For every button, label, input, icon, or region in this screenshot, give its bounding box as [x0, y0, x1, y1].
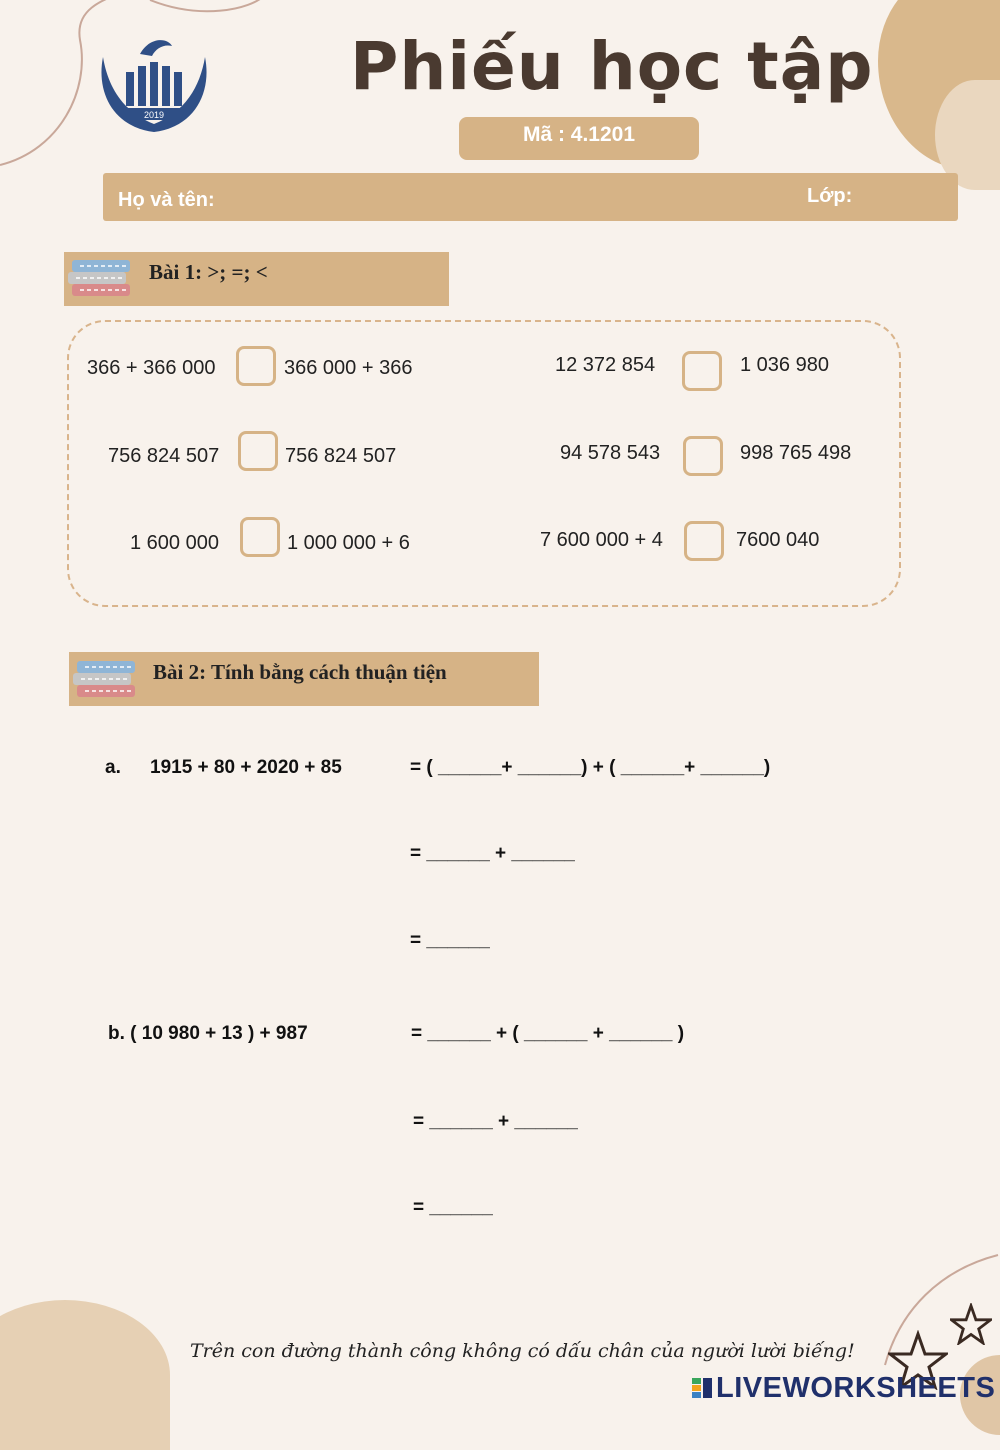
- part-a-expression: 1915 + 80 + 2020 + 85: [150, 757, 342, 778]
- liveworksheets-brand: LIVEWORKSHEETS: [716, 1372, 996, 1404]
- row4-right-expr: 998 765 498: [740, 442, 852, 464]
- class-label: Lớp:: [807, 185, 853, 207]
- row6-left-expr: 7 600 000 + 4: [540, 529, 663, 551]
- row6-right-expr: 7600 040: [736, 529, 820, 551]
- school-logo: [88, 32, 220, 142]
- exercise2-header: [69, 652, 539, 706]
- row3-left-expr: 756 824 507: [108, 445, 220, 467]
- row2-right-expr: 1 036 980: [740, 354, 829, 376]
- exercise2-title: Bài 2: Tính bằng cách thuận tiện: [153, 660, 447, 684]
- compare-box-3[interactable]: [238, 431, 278, 471]
- part-a-step2[interactable]: = ______ + ______: [410, 843, 575, 864]
- row1-right-expr: 366 000 + 366: [284, 357, 413, 379]
- part-b-step3[interactable]: = ______: [413, 1197, 493, 1218]
- exercise1-header: [64, 252, 449, 306]
- name-label: Họ và tên:: [118, 189, 215, 211]
- row1-left-expr: 366 + 366 000: [87, 357, 216, 379]
- row3-right-expr: 756 824 507: [285, 445, 397, 467]
- part-b-expression: b. ( 10 980 + 13 ) + 987: [108, 1023, 308, 1044]
- worksheet-code: Mã : 4.1201: [459, 117, 699, 160]
- star-icon: [950, 1303, 992, 1345]
- student-info-bar: [103, 173, 958, 221]
- part-a-step3[interactable]: = ______: [410, 930, 490, 951]
- part-a-label: a.: [105, 757, 121, 778]
- liveworksheets-logo-icon: [692, 1378, 714, 1402]
- books-icon: [66, 256, 134, 302]
- exercise1-title: Bài 1: >; =; <: [149, 260, 268, 284]
- bottom-left-blob: [0, 1300, 170, 1450]
- motivational-quote: Trên con đường thành công không có dấu chân của người lười biếng!: [190, 1340, 855, 1362]
- row2-left-expr: 12 372 854: [555, 354, 656, 376]
- row5-right-expr: 1 000 000 + 6: [287, 532, 410, 554]
- compare-box-2[interactable]: [682, 351, 722, 391]
- books-icon: [71, 657, 139, 703]
- part-b-step2[interactable]: = ______ + ______: [413, 1111, 578, 1132]
- part-a-step1[interactable]: = ( ______+ ______) + ( ______+ ______): [410, 757, 771, 778]
- svg-text:2019: 2019: [143, 110, 165, 120]
- row5-left-expr: 1 600 000: [130, 532, 219, 554]
- compare-box-5[interactable]: [240, 517, 280, 557]
- compare-box-4[interactable]: [683, 436, 723, 476]
- page-title: Phiếu học tập: [350, 28, 874, 105]
- part-b-step1[interactable]: = ______ + ( ______ + ______ ): [411, 1023, 685, 1044]
- row4-left-expr: 94 578 543: [560, 442, 661, 464]
- compare-box-6[interactable]: [684, 521, 724, 561]
- compare-box-1[interactable]: [236, 346, 276, 386]
